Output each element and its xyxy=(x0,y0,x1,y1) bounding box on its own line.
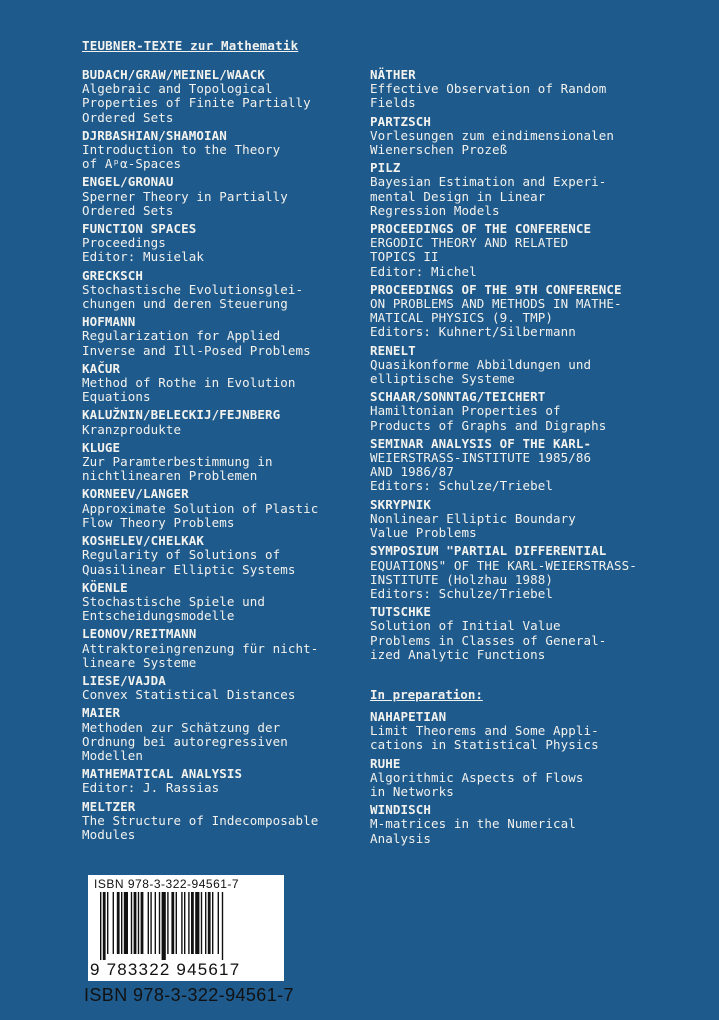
book-title-line: Modules xyxy=(82,826,136,842)
book-entry xyxy=(370,344,670,387)
book-author: PROCEEDINGS OF THE 9TH CONFERENCE xyxy=(370,281,622,297)
book-title-line: elliptische Systeme xyxy=(370,371,515,387)
barcode-bar xyxy=(103,892,106,960)
isbn-bottom-text: ISBN 978-3-322-94561-7 xyxy=(84,985,294,1005)
book-title-line: Quasilinear Elliptic Systems xyxy=(82,561,296,577)
book-entry xyxy=(370,498,670,541)
book-title-line: Bayesian Estimation and Experi- xyxy=(370,174,607,190)
book-author: LEONOV/REITMANN xyxy=(82,626,197,642)
book-title-line: ized Analytic Functions xyxy=(370,646,546,662)
barcode-bar xyxy=(181,892,182,954)
book-author: KÖENLE xyxy=(82,579,128,595)
book-title-line: Wienerschen Prozeß xyxy=(370,142,508,158)
book-title-line: nichtlinearen Problemen xyxy=(82,468,258,484)
book-title-line: Editors: Schulze/Triebel xyxy=(370,478,554,494)
book-title-line: cations in Statistical Physics xyxy=(370,737,599,753)
book-author: KLUGE xyxy=(82,439,121,455)
book-author: DJRBASHIAN/SHAMOIAN xyxy=(82,127,227,143)
barcode-bar xyxy=(141,892,144,954)
book-title-line: MATICAL PHYSICS (9. TMP) xyxy=(370,310,554,326)
book-title-line: Kranzprodukte xyxy=(82,421,182,437)
book-author: KALUŽNIN/BELECKIJ/FEJNBERG xyxy=(82,407,281,423)
book-title-line: Stochastische Evolutionsglei- xyxy=(82,281,304,297)
barcode-bar xyxy=(212,892,213,954)
barcode-icon xyxy=(100,892,272,960)
book-entry xyxy=(82,408,354,436)
book-title-line: Properties of Finite Partially xyxy=(82,95,311,111)
barcode-bar xyxy=(159,892,160,954)
book-title-line: Ordnung bei autoregressiven xyxy=(82,733,288,749)
book-author: SYMPOSIUM "PARTIAL DIFFERENTIAL xyxy=(370,543,607,559)
book-author: FUNCTION SPACES xyxy=(82,221,197,237)
book-title-line: Entscheidungsmodelle xyxy=(82,608,235,624)
book-title-line: Vorlesungen zum eindimensionalen xyxy=(370,127,615,143)
barcode-bar xyxy=(138,892,139,954)
book-entry xyxy=(370,161,670,218)
book-title-line: Editor: Michel xyxy=(370,263,477,279)
barcode-bar xyxy=(218,892,219,954)
book-title-line: chungen und deren Steuerung xyxy=(82,296,288,312)
book-entry xyxy=(82,800,354,843)
book-title-line: The Structure of Indecomposable xyxy=(82,812,319,828)
right-column xyxy=(370,68,670,850)
book-author: RUHE xyxy=(370,755,401,771)
book-title-line: ON PROBLEMS AND METHODS IN MATHE- xyxy=(370,296,622,312)
book-entry xyxy=(82,362,354,405)
book-title-line: Attraktoreingrenzung für nicht- xyxy=(82,640,319,656)
book-title-line: Introduction to the Theory xyxy=(82,142,281,158)
book-author: ENGEL/GRONAU xyxy=(82,174,174,190)
barcode-bar xyxy=(124,892,128,954)
book-title-line: Inverse and Ill-Posed Problems xyxy=(82,342,311,358)
book-title-line: INSTITUTE (Holzhau 1988) xyxy=(370,571,554,587)
barcode-bar xyxy=(176,892,177,954)
book-title-line: lineare Systeme xyxy=(82,654,197,670)
book-title-line: Nonlinear Elliptic Boundary xyxy=(370,510,576,526)
book-title-line: M-matrices in the Numerical xyxy=(370,816,576,832)
barcode-bar xyxy=(191,892,194,954)
book-author: SEMINAR ANALYSIS OF THE KARL- xyxy=(370,435,592,451)
barcode-bar xyxy=(107,892,108,954)
book-title-line: Quasikonforme Abbildungen und xyxy=(370,356,592,372)
book-entry xyxy=(82,627,354,670)
book-title-line: Convex Statistical Distances xyxy=(82,687,296,703)
barcode-bar xyxy=(195,892,199,954)
book-entry xyxy=(370,222,670,279)
book-entry xyxy=(370,115,670,158)
book-title-line: Ordered Sets xyxy=(82,109,174,125)
book-title-line: Analysis xyxy=(370,830,432,846)
book-entry xyxy=(82,706,354,763)
book-title-line: Zur Paramterbestimmung in xyxy=(82,454,273,470)
book-title-line: Fields xyxy=(370,95,416,111)
barcode-bar xyxy=(100,892,101,960)
book-title-line: Equations xyxy=(82,389,151,405)
book-title-line: AND 1986/87 xyxy=(370,464,454,480)
book-author: PARTZSCH xyxy=(370,113,432,129)
book-title-line: Approximate Solution of Plastic xyxy=(82,500,319,516)
book-title-line: Modellen xyxy=(82,747,144,763)
book-entry xyxy=(82,534,354,577)
book-title-line: ERGODIC THEORY AND RELATED xyxy=(370,235,569,251)
book-title-line: Ordered Sets xyxy=(82,202,174,218)
book-author: MATHEMATICAL ANALYSIS xyxy=(82,766,243,782)
book-entry xyxy=(370,710,670,753)
barcode-bar xyxy=(155,892,156,954)
book-title-line: Proceedings xyxy=(82,235,166,251)
book-author: MELTZER xyxy=(82,798,136,814)
barcode-bar xyxy=(113,892,114,954)
book-title-line: Algebraic and Topological xyxy=(82,81,273,97)
book-entry xyxy=(370,390,670,433)
barcode-bar xyxy=(184,892,185,954)
book-entry xyxy=(82,68,354,125)
book-title-line: Stochastische Spiele und xyxy=(82,593,266,609)
book-author: RENELT xyxy=(370,342,416,358)
book-author: KOSHELEV/CHELKAK xyxy=(82,533,205,549)
barcode-bar xyxy=(205,892,206,954)
barcode-bar xyxy=(167,892,168,954)
book-entry xyxy=(82,175,354,218)
in-preparation-entries xyxy=(370,710,670,846)
book-title-line: mental Design in Linear xyxy=(370,188,546,204)
barcode-bar xyxy=(134,892,137,954)
book-author: BUDACH/GRAW/MEINEL/WAACK xyxy=(82,67,266,82)
book-author: NÄTHER xyxy=(370,67,416,82)
book-title-line: of Aᵖα-Spaces xyxy=(82,156,182,172)
right-column-entries xyxy=(370,68,670,662)
barcode-bar xyxy=(121,892,122,954)
left-column xyxy=(82,68,354,846)
book-title-line: Regression Models xyxy=(370,202,500,218)
book-title-line: Problems in Classes of General- xyxy=(370,632,607,648)
book-entry xyxy=(82,581,354,624)
book-title-line: WEIERSTRASS-INSTITUTE 1985/86 xyxy=(370,450,592,466)
book-entry xyxy=(370,544,670,601)
book-entry xyxy=(82,315,354,358)
barcode-bar xyxy=(131,892,132,954)
book-entry xyxy=(370,803,670,846)
barcode-bar xyxy=(208,892,211,954)
barcode-bar xyxy=(148,892,149,954)
book-title-line: Algorithmic Aspects of Flows xyxy=(370,769,584,785)
book-author: SKRYPNIK xyxy=(370,496,432,512)
book-title-line: Regularity of Solutions of xyxy=(82,547,281,563)
book-entry xyxy=(370,437,670,494)
book-entry xyxy=(82,767,354,795)
book-author: TUTSCHKE xyxy=(370,604,432,620)
book-entry xyxy=(82,269,354,312)
book-author: KAČUR xyxy=(82,360,121,376)
book-entry xyxy=(82,487,354,530)
book-title-line: Editors: Kuhnert/Silbermann xyxy=(370,324,576,340)
book-title-line: Method of Rothe in Evolution xyxy=(82,375,296,391)
book-author: NAHAPETIAN xyxy=(370,708,447,724)
book-title-line: Hamiltonian Properties of xyxy=(370,403,561,419)
book-title-line: Methoden zur Schätzung der xyxy=(82,719,281,735)
book-author: PILZ xyxy=(370,160,401,176)
barcode-bar xyxy=(150,892,151,954)
book-entry xyxy=(82,674,354,702)
book-title-line: TOPICS II xyxy=(370,249,439,265)
isbn-barcode-label xyxy=(88,875,284,981)
book-entry xyxy=(82,129,354,172)
book-title-line: Sperner Theory in Partially xyxy=(82,188,288,204)
barcode-bar xyxy=(222,892,223,960)
book-author: WINDISCH xyxy=(370,802,432,818)
book-title-line: Editor: J. Rassias xyxy=(82,780,220,796)
barcode-bar xyxy=(171,892,174,954)
book-title-line: Solution of Initial Value xyxy=(370,618,561,634)
book-author: SCHAAR/SONNTAG/TEICHERT xyxy=(370,389,546,405)
book-author: GRECKSCH xyxy=(82,267,144,283)
book-author: LIESE/VAJDA xyxy=(82,672,166,688)
in-preparation-heading: In preparation: xyxy=(370,686,483,702)
barcode-digits: 9 783322 945617 xyxy=(90,960,241,979)
book-entry xyxy=(370,605,670,662)
book-title-line: Editor: Musielak xyxy=(82,249,205,265)
book-entry xyxy=(370,283,670,340)
book-author: HOFMANN xyxy=(82,314,136,330)
barcode-bar xyxy=(201,892,202,954)
book-title-line: Products of Graphs and Digraphs xyxy=(370,417,607,433)
book-entry xyxy=(82,441,354,484)
book-entry xyxy=(370,757,670,800)
book-title-line: Editors: Schulze/Triebel xyxy=(370,585,554,601)
book-entry xyxy=(370,68,670,111)
book-title-line: EQUATIONS" OF THE KARL-WEIERSTRASS- xyxy=(370,557,637,573)
isbn-top-text: ISBN 978-3-322-94561-7 xyxy=(94,877,240,891)
book-title-line: Value Problems xyxy=(370,525,477,541)
book-title-line: in Networks xyxy=(370,783,454,799)
book-author: KORNEEV/LANGER xyxy=(82,486,189,502)
barcode-bar xyxy=(162,892,166,960)
book-title-line: Limit Theorems and Some Appli- xyxy=(370,723,599,739)
book-title-line: Regularization for Applied xyxy=(82,328,281,344)
book-author: PROCEEDINGS OF THE CONFERENCE xyxy=(370,221,592,237)
barcode-bar xyxy=(188,892,189,954)
book-author: MAIER xyxy=(82,705,121,721)
book-title-line: Effective Observation of Random xyxy=(370,81,607,97)
series-title: TEUBNER-TEXTE zur Mathematik xyxy=(82,38,299,53)
book-title-line: Flow Theory Problems xyxy=(82,514,235,530)
book-entry xyxy=(82,222,354,265)
barcode-bar xyxy=(117,892,120,954)
